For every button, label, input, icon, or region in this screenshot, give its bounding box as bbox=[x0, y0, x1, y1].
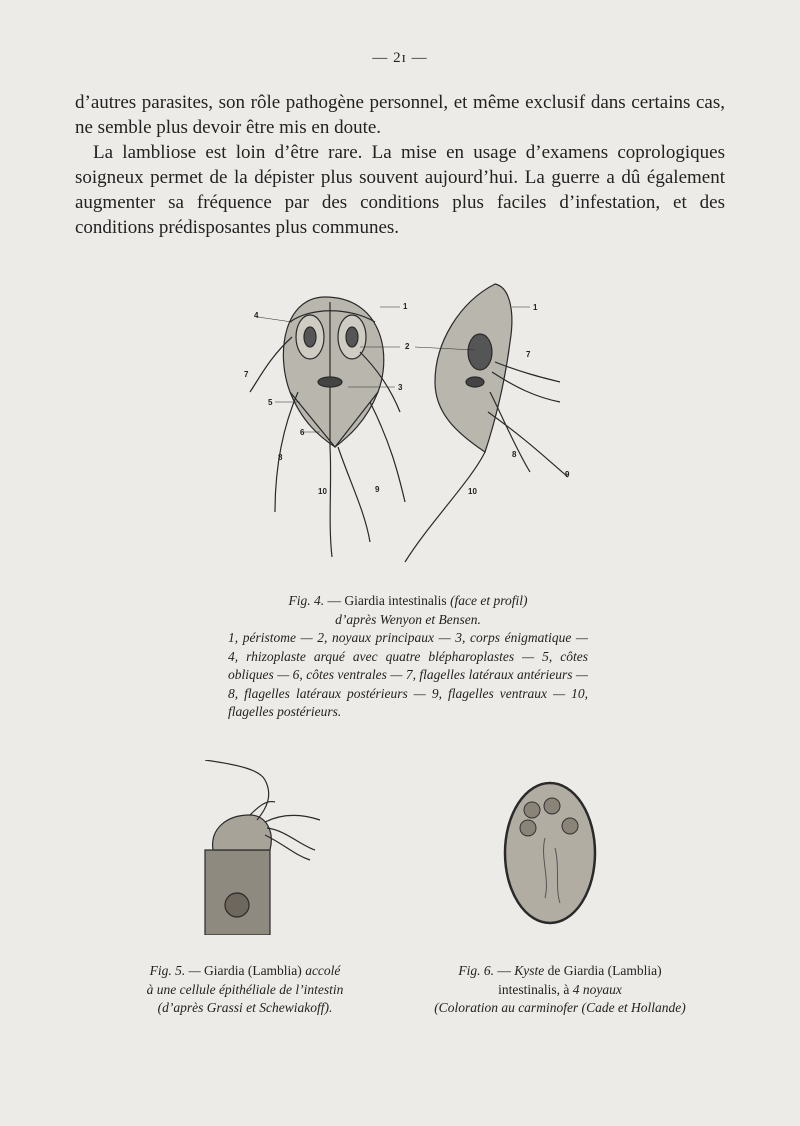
body-text bbox=[75, 90, 725, 240]
cyst-nucleus-4 bbox=[562, 818, 578, 834]
label-7a: 7 bbox=[244, 370, 249, 379]
label-3: 3 bbox=[398, 383, 403, 392]
fig4-legend: 1, péristome — 2, noyaux principaux — 3, corps énigmatique — 4, rhizoplaste arqué avec quatre blépharoplastes — 5, côtes obliques — 6, côtes ventrales — 7, flagelles latéraux antérieurs — 8, flagelles latéraux postérieurs — 9, flagelles ventraux — 10, flagelles postérieurs. bbox=[228, 630, 588, 719]
paragraph-2: La lambliose est loin d’être rare. La mise en usage d’examens coprologiques soigneux permet de la dépister plus souvent aujourd’hui. La guerre a dû également augmenter sa fréquence par des conditions plus faciles d’infestation, et des conditions prédisposantes plus communes. bbox=[75, 142, 725, 238]
cell-nucleus bbox=[225, 893, 249, 917]
cyst-nucleus-3 bbox=[520, 820, 536, 836]
label-10b: 10 bbox=[468, 487, 477, 496]
fig4-species: Giardia intestinalis bbox=[344, 593, 447, 608]
fig6-species: Giardia (Lamblia) bbox=[563, 963, 662, 978]
giardia-attached bbox=[213, 815, 272, 850]
fig5-species: Giardia (Lamblia) bbox=[203, 963, 302, 978]
label-4: 4 bbox=[254, 311, 259, 320]
figure-5-illustration bbox=[195, 760, 335, 935]
label-1b: 1 bbox=[533, 303, 538, 312]
figure-6-illustration bbox=[500, 778, 600, 928]
fig4-label: Fig. 4. bbox=[288, 593, 325, 608]
giardia-face-body bbox=[283, 297, 383, 447]
figure-4-caption: Fig. 4. — Giardia intestinalis (face et profil) d’après Wenyon et Bensen. 1, péristome — 2, noyaux principaux — 3, corps énigmatique — 4, rhizoplaste arqué avec quatre blépharoplastes — 5, côtes obliques — 6, côtes ventrales — 7, flagelles latéraux antérieurs — 8, flagelles latéraux postérieurs — 9, flagelles ventraux — 10, flagelles postérieurs. bbox=[228, 593, 588, 719]
figure-5-caption: Fig. 5. — Giardia (Lamblia) accolé à une cellule épithéliale de l’intestin (d’après Grassi et Schewiakoff). bbox=[100, 962, 390, 1018]
label-9b: 9 bbox=[565, 470, 570, 479]
corps-enigmatique bbox=[318, 377, 342, 387]
label-2: 2 bbox=[405, 342, 410, 351]
cyst-nucleus-1 bbox=[524, 802, 540, 818]
label-8a: 8 bbox=[278, 453, 283, 462]
label-5: 5 bbox=[268, 398, 273, 407]
figure-4-illustration bbox=[230, 262, 600, 572]
label-8b: 8 bbox=[512, 450, 517, 459]
label-6: 6 bbox=[300, 428, 305, 437]
page-number: — 2ɪ — bbox=[372, 50, 428, 66]
label-7b: 7 bbox=[526, 350, 531, 359]
label-10a: 10 bbox=[318, 487, 327, 496]
label-1a: 1 bbox=[403, 302, 408, 311]
fig4-source: d’après Wenyon et Bensen. bbox=[335, 611, 481, 627]
fig6-label: Fig. 6. bbox=[458, 963, 495, 978]
figure-6-caption: Fig. 6. — Kyste de Giardia (Lamblia) intestinalis, à 4 noyaux (Coloration au carminofer (Cade et Hollande) bbox=[434, 963, 686, 1015]
label-9a: 9 bbox=[375, 485, 380, 494]
giardia-profile-body bbox=[435, 284, 512, 452]
fig5-label: Fig. 5. bbox=[149, 963, 186, 978]
fig5-line-2: à une cellule épithéliale de l’intestin bbox=[146, 981, 344, 997]
giardia-profile-nucleus bbox=[468, 334, 492, 370]
fig5-line-3: (d’après Grassi et Schewiakoff). bbox=[157, 1000, 333, 1015]
cyst-nucleus-2 bbox=[544, 798, 560, 814]
paragraph-1: d’autres parasites, son rôle pathogène personnel, et même exclusif dans certains cas, ne semble plus devoir être mis en doute. bbox=[75, 92, 725, 138]
